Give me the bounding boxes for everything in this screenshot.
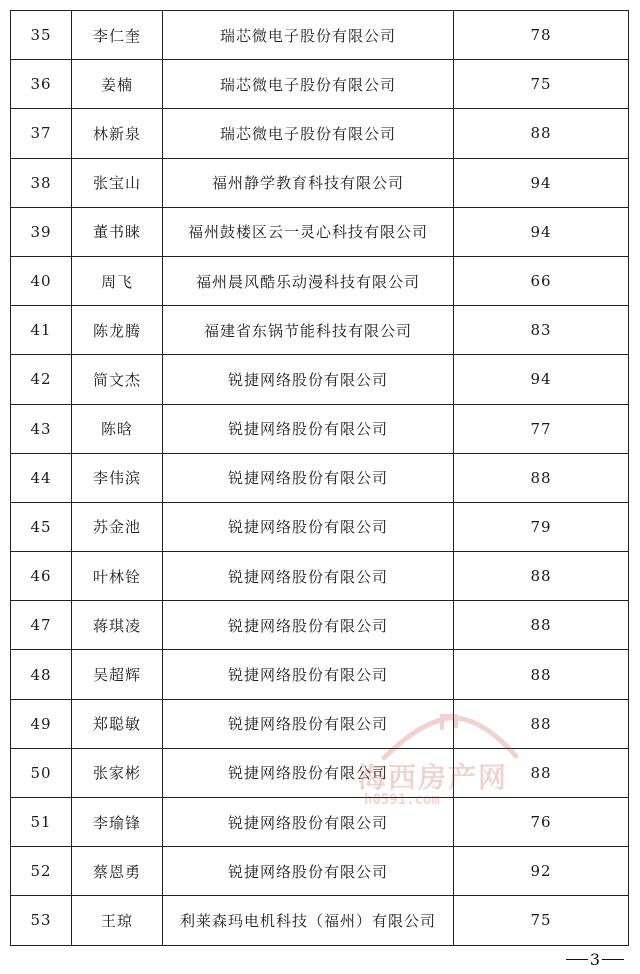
row-number-cell: 43 (11, 404, 72, 453)
table-row (11, 355, 629, 404)
company-name-cell: 锐捷网络股份有限公司 (163, 650, 454, 699)
table-row (11, 158, 629, 207)
score-cell: 78 (454, 11, 629, 60)
row-number-cell: 39 (11, 207, 72, 256)
row-number-cell: 46 (11, 552, 72, 601)
company-name-cell: 锐捷网络股份有限公司 (163, 748, 454, 797)
company-name-cell: 锐捷网络股份有限公司 (163, 798, 454, 847)
person-name-cell: 李瑜锋 (72, 798, 163, 847)
person-name-cell: 蔡恩勇 (72, 847, 163, 896)
score-cell: 88 (454, 109, 629, 158)
row-number-cell: 40 (11, 256, 72, 305)
company-name-cell: 锐捷网络股份有限公司 (163, 699, 454, 748)
company-name-cell: 锐捷网络股份有限公司 (163, 502, 454, 551)
watermark-title: 海西房产网 (358, 761, 509, 794)
person-name-cell: 王琼 (72, 896, 163, 945)
company-name-cell: 福建省东锅节能科技有限公司 (163, 306, 454, 355)
table-row (11, 109, 629, 158)
company-name-cell: 福州静学教育科技有限公司 (163, 158, 454, 207)
table-row (11, 502, 629, 551)
score-cell: 88 (454, 453, 629, 502)
table-row (11, 699, 629, 748)
person-name-cell: 周飞 (72, 256, 163, 305)
person-name-cell: 张宝山 (72, 158, 163, 207)
page-number-dash-left (566, 959, 588, 961)
row-number-cell: 48 (11, 650, 72, 699)
table-row (11, 11, 629, 60)
person-name-cell: 苏金池 (72, 502, 163, 551)
company-name-cell: 瑞芯微电子股份有限公司 (163, 60, 454, 109)
page-number-value: 3 (589, 950, 600, 969)
page-number (564, 950, 626, 969)
table-row (11, 552, 629, 601)
score-cell: 92 (454, 847, 629, 896)
row-number-cell: 45 (11, 502, 72, 551)
score-cell: 75 (454, 60, 629, 109)
company-name-cell: 福州鼓楼区云一灵心科技有限公司 (163, 207, 454, 256)
row-number-cell: 50 (11, 748, 72, 797)
row-number-cell: 53 (11, 896, 72, 945)
company-name-cell: 利莱森玛电机科技（福州）有限公司 (163, 896, 454, 945)
row-number-cell: 42 (11, 355, 72, 404)
person-name-cell: 陈晗 (72, 404, 163, 453)
score-cell: 76 (454, 798, 629, 847)
person-name-cell: 吴超辉 (72, 650, 163, 699)
person-name-cell: 董书睐 (72, 207, 163, 256)
score-cell: 94 (454, 355, 629, 404)
person-name-cell: 李伟滨 (72, 453, 163, 502)
company-name-cell: 锐捷网络股份有限公司 (163, 404, 454, 453)
table-row (11, 798, 629, 847)
row-number-cell: 51 (11, 798, 72, 847)
table-row (11, 256, 629, 305)
row-number-cell: 36 (11, 60, 72, 109)
score-table-body (11, 11, 629, 946)
person-name-cell: 姜楠 (72, 60, 163, 109)
table-row (11, 601, 629, 650)
score-cell: 88 (454, 601, 629, 650)
watermark-url: h0591.com (364, 792, 440, 808)
table-row (11, 650, 629, 699)
score-table (10, 10, 629, 946)
company-name-cell: 锐捷网络股份有限公司 (163, 847, 454, 896)
company-name-cell: 瑞芯微电子股份有限公司 (163, 109, 454, 158)
document-sheet (10, 10, 624, 946)
person-name-cell: 简文杰 (72, 355, 163, 404)
row-number-cell: 49 (11, 699, 72, 748)
score-cell: 77 (454, 404, 629, 453)
row-number-cell: 44 (11, 453, 72, 502)
company-name-cell: 福州晨风酷乐动漫科技有限公司 (163, 256, 454, 305)
company-name-cell: 锐捷网络股份有限公司 (163, 355, 454, 404)
row-number-cell: 47 (11, 601, 72, 650)
person-name-cell: 陈龙腾 (72, 306, 163, 355)
score-cell: 94 (454, 158, 629, 207)
person-name-cell: 叶林铨 (72, 552, 163, 601)
table-row (11, 847, 629, 896)
row-number-cell: 35 (11, 11, 72, 60)
table-row (11, 306, 629, 355)
score-cell: 79 (454, 502, 629, 551)
person-name-cell: 林新泉 (72, 109, 163, 158)
person-name-cell: 蒋琪凌 (72, 601, 163, 650)
score-cell: 83 (454, 306, 629, 355)
score-cell: 88 (454, 552, 629, 601)
page-number-dash-right (602, 959, 624, 961)
table-row (11, 896, 629, 945)
row-number-cell: 52 (11, 847, 72, 896)
company-name-cell: 锐捷网络股份有限公司 (163, 601, 454, 650)
company-name-cell: 锐捷网络股份有限公司 (163, 453, 454, 502)
row-number-cell: 41 (11, 306, 72, 355)
score-cell: 88 (454, 699, 629, 748)
score-cell: 88 (454, 650, 629, 699)
table-row (11, 404, 629, 453)
person-name-cell: 张家彬 (72, 748, 163, 797)
table-row (11, 748, 629, 797)
table-row (11, 207, 629, 256)
table-row (11, 60, 629, 109)
score-cell: 75 (454, 896, 629, 945)
company-name-cell: 锐捷网络股份有限公司 (163, 552, 454, 601)
person-name-cell: 郑聪敏 (72, 699, 163, 748)
row-number-cell: 38 (11, 158, 72, 207)
score-cell: 66 (454, 256, 629, 305)
score-cell: 88 (454, 748, 629, 797)
score-cell: 94 (454, 207, 629, 256)
person-name-cell: 李仁奎 (72, 11, 163, 60)
company-name-cell: 瑞芯微电子股份有限公司 (163, 11, 454, 60)
table-row (11, 453, 629, 502)
row-number-cell: 37 (11, 109, 72, 158)
